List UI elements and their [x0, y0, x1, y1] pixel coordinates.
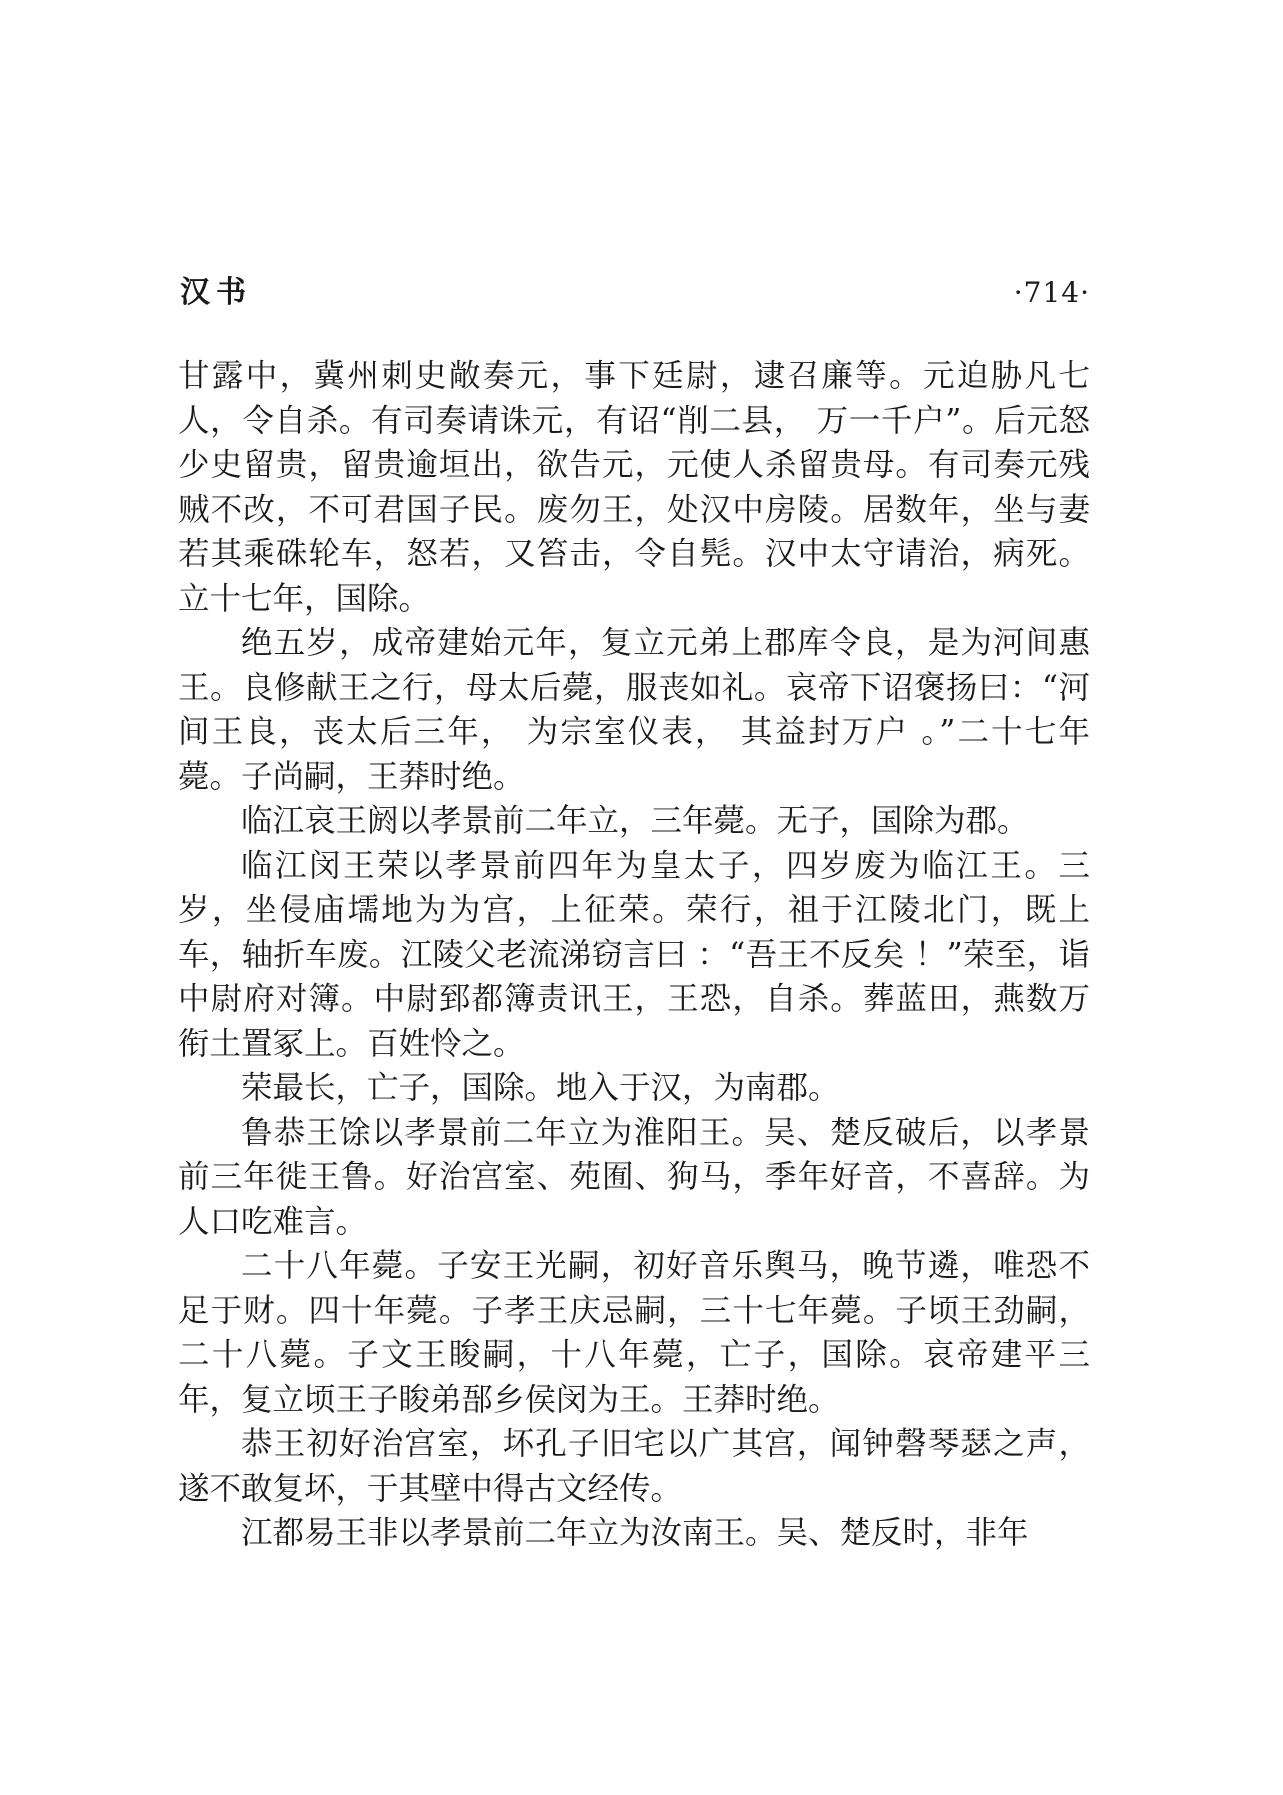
paragraph: 荣最长，亡子，国除。地入于汉，为南郡。	[241, 1070, 840, 1106]
body-text	[178, 354, 1090, 1556]
paragraph: 二十八年薨。子安王光嗣，初好音乐舆马，晚节遴，唯恐不足于财。四十年薨。子孝王庆忌嗣，三十七年薨。子顷王劲嗣，二十八薨。子文王睃嗣，十八年薨，亡子，国除。哀帝建平三年，复立顷王子睃弟郚乡侯闵为王。王莽时绝。	[178, 1248, 1090, 1418]
paragraph: 江都易王非以孝景前二年立为汝南王。吴、楚反时，非年	[241, 1515, 1029, 1551]
paragraph: 鲁恭王馀以孝景前二年立为淮阳王。吴、楚反破后，以孝景前三年徙王鲁。好治宫室、苑囿、狗马，季年好音，不喜辞。为人口吃难言。	[178, 1114, 1090, 1240]
book-title: 汉书	[180, 275, 252, 310]
paragraph: 恭王初好治宫室，坏孔子旧宅以广其宫，闻钟磬琴瑟之声，遂不敢复坏，于其壁中得古文经传。	[178, 1426, 1090, 1507]
page-number: ·714·	[1013, 276, 1090, 309]
page-header	[180, 268, 1090, 318]
paragraph: 临江哀王阏以孝景前二年立，三年薨。无子，国除为郡。	[241, 803, 1029, 839]
paragraph: 绝五岁，成帝建始元年，复立元弟上郡库令良，是为河间惠王。良修献王之行，母太后薨，服丧如礼。哀帝下诏褒扬曰：“河间王良，丧太后三年， 为宗室仪表， 其益封万户 。”二十七年薨。子尚嗣，王莽时绝。	[178, 625, 1090, 795]
paragraph: 临江闵王荣以孝景前四年为皇太子，四岁废为临江王。三岁，坐侵庙壖地为为宫，上征荣。荣行，祖于江陵北门，既上车，轴折车废。江陵父老流涕窃言曰 ：“吾王不反矣 ！”荣至，诣中尉府对簿。中尉郅都簿责讯王，王恐，自杀。葬蓝田，燕数万衔土置冢上。百姓怜之。	[178, 847, 1090, 1062]
paragraph: 甘露中，冀州刺史敞奏元，事下廷尉，逮召廉等。元迫胁凡七人，令自杀。有司奏请诛元，有诏“削二县， 万一千户”。后元怒少史留贵，留贵逾垣出，欲告元，元使人杀留贵母。有司奏元残贼不改，不可君国子民。废勿王，处汉中房陵。居数年，坐与妻若其乘硃轮车，怒若，又笞击，令自髡。汉中太守请治，病死。立十七年，国除。	[178, 358, 1090, 617]
